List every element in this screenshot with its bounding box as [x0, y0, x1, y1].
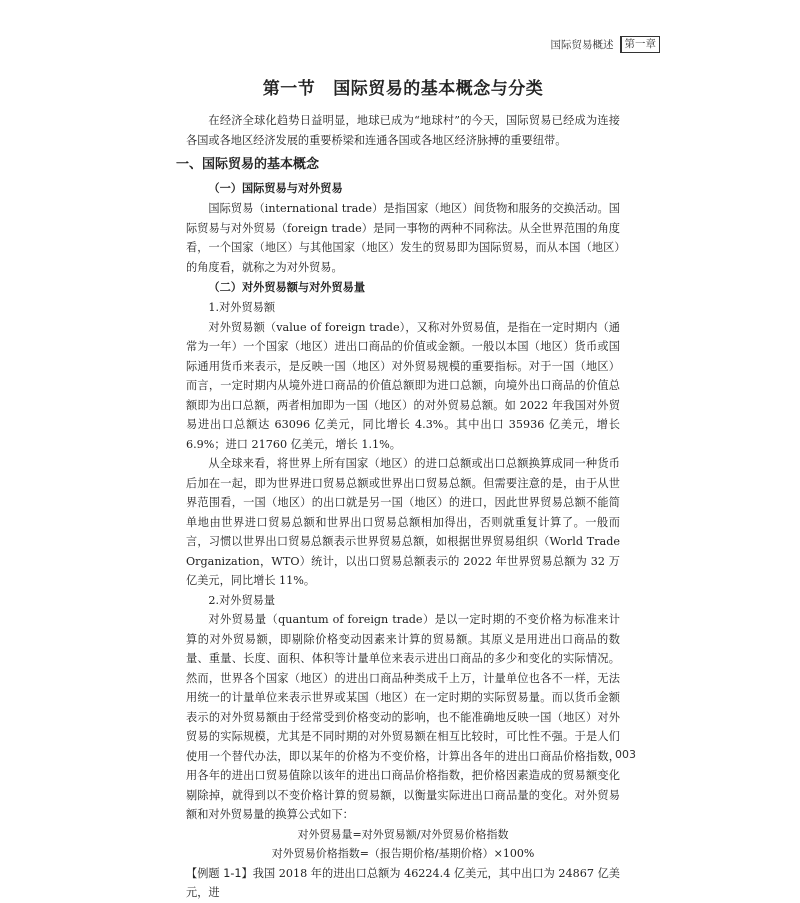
formula-trade-quantum: 对外贸易量=对外贸易额/对外贸易价格指数	[297, 827, 509, 841]
subsection-heading-1: （一）国际贸易与对外贸易	[208, 182, 343, 195]
formula-price-index: 对外贸易价格指数=（报告期价格/基期价格）×100%	[271, 847, 535, 860]
page-number: 003	[615, 748, 636, 761]
example-text: 我国 2018 年的进出口总额为 46224.4 亿美元，其中出口为 24867 亿美元，进	[186, 866, 620, 899]
example-label: 【例题 1-1】	[186, 866, 253, 880]
subsection-1-paragraph: 国际贸易（international trade）是指国家（地区）间货物和服务的交换活动。国际贸易与对外贸易（foreign trade）是同一事物的两种不同称法。从全世界范围的角度看，一个国家（地区）与其他国家（地区）发生的贸易即为国际贸易，而从本国（地区）的角度看，就称之为对外贸易。	[186, 202, 620, 274]
heading-level-1: 一、国际贸易的基本概念	[176, 157, 320, 172]
page-body	[176, 74, 620, 903]
item-1-paragraph-2: 从全球来看，将世界上所有国家（地区）的进口总额或出口总额换算成同一种货币后加在一起，即为世界进口贸易总额或世界出口贸易总额。但需要注意的是，由于从世界范围看，一国（地区）的出口就是另一国（地区）的进口，因此世界贸易总额不能简单地由世界进口贸易总额和世界出口贸易总额相加得出，否则就重复计算了。一般而言，习惯以世界出口贸易总额表示世界贸易总额，如根据世界贸易组织（World Trade Organization，WTO）统计，以出口贸易总额表示的 2022 年世界贸易总额为 32 万亿美元，同比增长 11%。	[186, 457, 620, 587]
section-title-text: 国际贸易的基本概念与分类	[333, 79, 544, 99]
item-2-heading: 2.对外贸易量	[208, 593, 276, 607]
section-title	[186, 74, 620, 99]
item-2-paragraph: 对外贸易量（quantum of foreign trade）是以一定时期的不变价格为标准来计算的对外贸易额，即剔除价格变动因素来计算的贸易额。其原义是用进出口商品的数量、重量、长度、面积、体积等计量单位来表示进出口商品的多少和变化的实际情况。然而，世界各个国家（地区）的进出口商品种类成千上万，计量单位也各不一样，无法用统一的计量单位来表示世界或某国（地区）在一定时期的实际贸易量。而以货币金额表示的对外贸易额由于经常受到价格变动的影响，也不能准确地反映一国（地区）对外贸易的实际规模，尤其是不同时期的对外贸易额在相互比较时，可比性不强。于是人们使用一个替代办法，即以某年的价格为不变价格，计算出各年的进出口商品价格指数，用各年的进出口贸易值除以该年的进出口商品价格指数，把价格因素造成的贸易额变化剔除掉，就得到以不变价格计算的贸易额，以衡量实际进出口商品量的变化。对外贸易额和对外贸易量的换算公式如下：	[186, 613, 620, 821]
item-1-paragraph-1: 对外贸易额（value of foreign trade），又称对外贸易值，是指在一定时期内（通常为一年）一个国家（地区）进出口商品的价值或金额。一般以本国（地区）货币或国际通用货币来表示，是反映一国（地区）对外贸易规模的重要指标。对于一国（地区）而言，一定时期内从境外进口商品的价值总额即为进口总额，向境外出口商品的价值总额即为出口总额，两者相加即为一国（地区）的对外贸易总额。如 2022 年我国对外贸易进出口总额达 63096 亿美元，同比增长 4.3%。其中出口 35936 亿美元，增长 6.9%；进口 21760 亿美元，增长 1.1%。	[186, 320, 620, 451]
subsection-heading-2: （二）对外贸易额与对外贸易量	[208, 281, 366, 294]
running-header	[551, 36, 661, 53]
section-number: 第一节	[262, 79, 316, 99]
chapter-label-box: 第一章	[620, 36, 661, 53]
intro-paragraph: 在经济全球化趋势日益明显，地球已成为“地球村”的今天，国际贸易已经成为连接各国或各地区经济发展的重要桥梁和连通各国或各地区经济脉搏的重要纽带。	[186, 114, 620, 147]
example-paragraph	[186, 864, 620, 903]
item-1-heading: 1.对外贸易额	[208, 301, 276, 314]
running-header-section: 国际贸易概述	[550, 39, 614, 51]
